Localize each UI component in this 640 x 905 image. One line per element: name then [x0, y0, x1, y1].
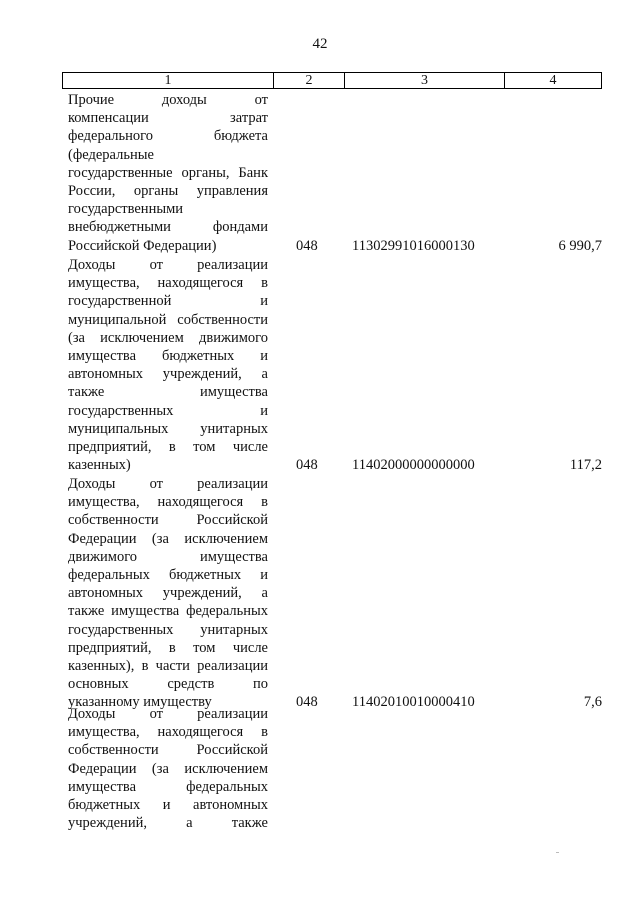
- description-line: имущества бюджетных и: [68, 348, 268, 365]
- description-line: предприятий, в том числе: [68, 639, 268, 656]
- description-line: государственные органы, Банк: [68, 164, 268, 181]
- description-line: федерального бюджета: [68, 128, 268, 145]
- description-line: государственных и: [68, 402, 268, 419]
- description-line: муниципальных унитарных: [68, 420, 268, 437]
- description-line: имущества, находящегося в: [68, 494, 268, 511]
- description-line: также имущества: [68, 384, 268, 401]
- row-description: [68, 256, 268, 474]
- description-line: основных средств по: [68, 676, 268, 693]
- description-line: указанному имуществу: [68, 694, 212, 711]
- description-line: имущества, находящегося в: [68, 724, 268, 741]
- description-line: муниципальной собственности: [68, 311, 268, 328]
- description-line: учреждений, а также: [68, 815, 268, 832]
- row-amount: 6 990,7: [558, 237, 602, 254]
- row-code: 048: [296, 694, 318, 711]
- description-line: собственности Российской: [68, 512, 268, 529]
- header-col-3: 3: [345, 73, 505, 88]
- description-line: Доходы от реализации: [68, 476, 268, 492]
- description-line: автономных учреждений, а: [68, 366, 268, 383]
- row-description: [68, 475, 268, 712]
- description-line: государственными: [68, 201, 184, 218]
- description-line: предприятий, в том числе: [68, 439, 268, 456]
- description-line: также имущества федеральных: [68, 603, 268, 620]
- description-line: имущества федеральных: [68, 778, 268, 795]
- description-line: Доходы от реализации: [68, 706, 268, 722]
- description-line: казенных): [68, 457, 131, 474]
- description-line: Прочие доходы от: [68, 92, 268, 108]
- description-line: внебюджетными фондами: [68, 219, 268, 236]
- description-line: автономных учреждений, а: [68, 585, 268, 602]
- description-line: Федерации (за исключением: [68, 530, 268, 547]
- header-col-2: 2: [274, 73, 345, 88]
- row-kbk: 11402010010000410: [352, 694, 475, 711]
- description-line: (федеральные: [68, 146, 154, 163]
- description-line: Российской Федерации): [68, 237, 217, 254]
- row-amount: 7,6: [583, 694, 602, 711]
- row-code: 048: [296, 237, 318, 254]
- row-description: [68, 705, 268, 832]
- description-line: бюджетных и автономных: [68, 797, 268, 814]
- description-line: государственных унитарных: [68, 621, 268, 638]
- row-kbk: 11402000000000000: [352, 457, 475, 474]
- description-line: Доходы от реализации: [68, 257, 268, 273]
- row-code: 048: [296, 457, 318, 474]
- description-line: казенных), в части реализации: [68, 658, 268, 675]
- description-line: собственности Российской: [68, 742, 268, 759]
- description-line: Федерации (за исключением: [68, 760, 268, 777]
- header-col-1: 1: [63, 73, 274, 88]
- description-line: движимого имущества: [68, 548, 268, 565]
- row-kbk: 11302991016000130: [352, 237, 475, 254]
- description-line: компенсации затрат: [68, 110, 268, 127]
- header-col-4: 4: [549, 73, 557, 88]
- page-number: 42: [312, 36, 328, 52]
- row-description: [68, 91, 268, 255]
- table-header: [62, 72, 602, 89]
- description-line: государственной и: [68, 293, 268, 310]
- description-line: имущества, находящегося в: [68, 275, 268, 292]
- description-line: (за исключением движимого: [68, 329, 268, 346]
- row-amount: 117,2: [569, 457, 602, 474]
- description-line: России, органы управления: [68, 183, 268, 200]
- description-line: федеральных бюджетных и: [68, 567, 268, 584]
- scan-dot: [556, 852, 559, 853]
